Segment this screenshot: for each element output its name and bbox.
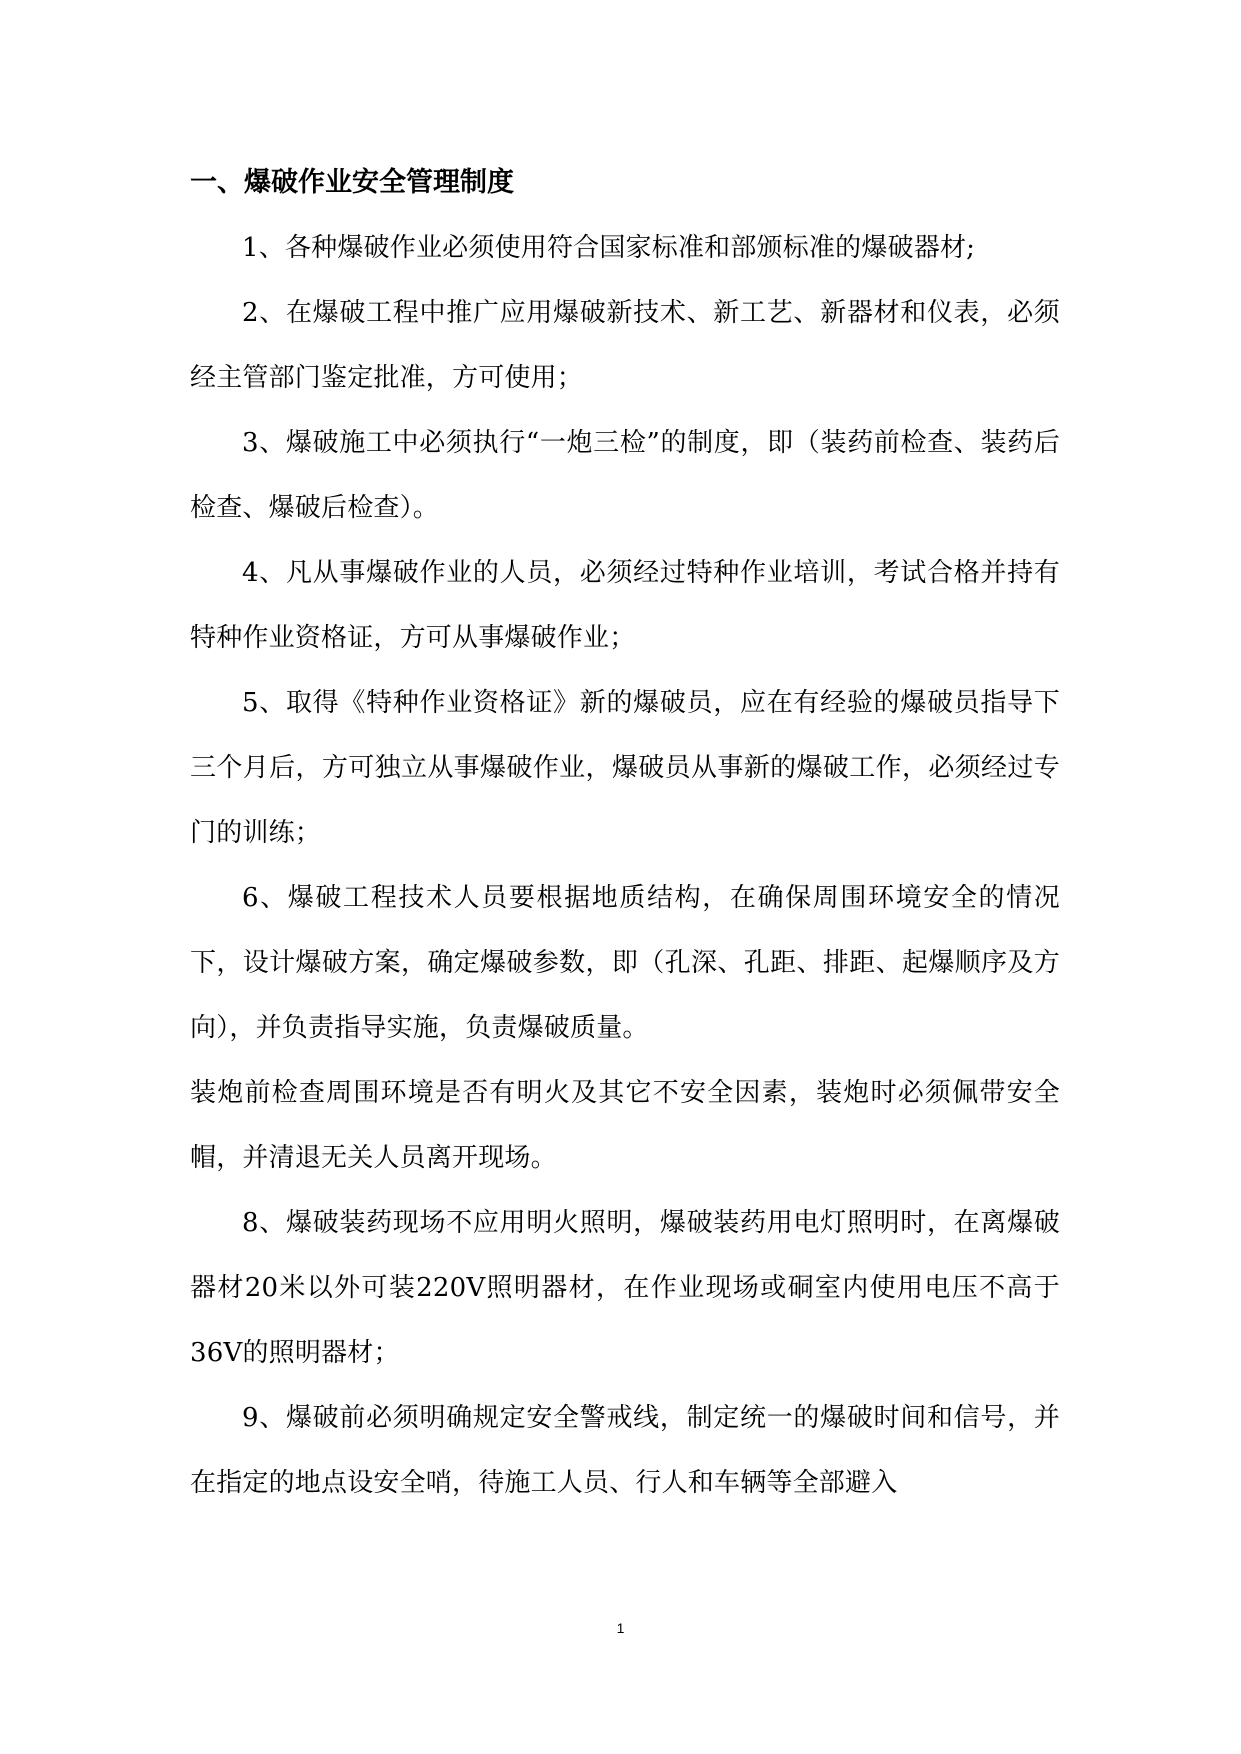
paragraph-7: 装炮前检查周围环境是否有明火及其它不安全因素，装炮时必须佩带安全帽，并清退无关人员离开现场。 [190,1078,1060,1173]
paragraph-9: 9、爆破前必须明确规定安全警戒线，制定统一的爆破时间和信号，并在指定的地点设安全哨，待施工人员、行人和车辆等全部避入 [190,1403,1060,1498]
document-body [190,150,1060,1516]
paragraph-6: 6、爆破工程技术人员要根据地质结构，在确保周围环境安全的情况下，设计爆破方案，确定爆破参数，即（孔深、孔距、排距、起爆顺序及方向），并负责指导实施，负责爆破质量。 [190,883,1060,1043]
paragraph-5: 5、取得《特种作业资格证》新的爆破员，应在有经验的爆破员指导下三个月后，方可独立从事爆破作业，爆破员从事新的爆破工作，必须经过专门的训练； [190,688,1060,848]
section-heading: 一、爆破作业安全管理制度 [190,167,514,198]
paragraph-3: 3、爆破施工中必须执行“一炮三检”的制度，即（装药前检查、装药后检查、爆破后检查）。 [190,428,1060,523]
paragraph-1: 1、各种爆破作业必须使用符合国家标准和部颁标准的爆破器材; [242,233,976,263]
page-number: 1 [616,1620,625,1636]
paragraph-4: 4、凡从事爆破作业的人员，必须经过特种作业培训，考试合格并持有特种作业资格证，方可从事爆破作业； [190,558,1060,653]
paragraph-2: 2、在爆破工程中推广应用爆破新技术、新工艺、新器材和仪表，必须经主管部门鉴定批准，方可使用； [190,298,1060,393]
paragraph-8: 8、爆破装药现场不应用明火照明，爆破装药用电灯照明时，在离爆破器材20米以外可装220V照明器材，在作业现场或硐室内使用电压不高于36V的照明器材； [190,1208,1060,1368]
